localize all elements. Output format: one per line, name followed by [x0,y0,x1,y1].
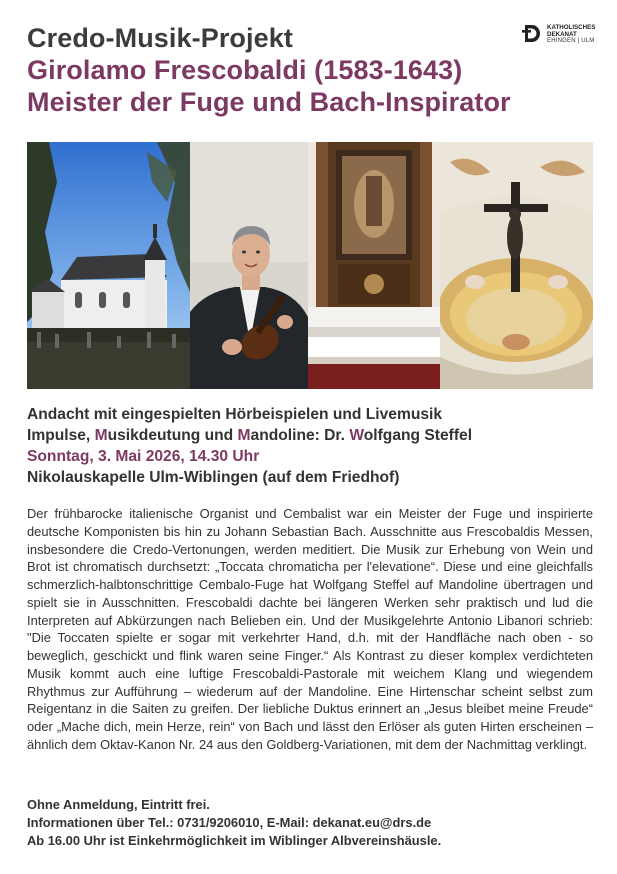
subtitle: Meister der Fuge und Bach-Inspirator [27,87,511,117]
altar-photo [308,142,440,389]
logo-text-katholisches: KATHOLISCHES [547,24,596,31]
after-event-note: Ab 16.00 Uhr ist Einkehrmöglichkeit im Wiblinger Albvereinshäusle. [27,833,442,848]
chapel-photo [27,142,190,389]
composer-title: Girolamo Frescobaldi (1583-1643) [27,55,463,85]
musician-photo [190,142,308,389]
logo-text-dekanat: DEKANAT [547,31,577,38]
event-type: Andacht mit eingespielten Hörbeispielen und Livemusik [27,406,443,423]
event-details [27,404,472,488]
dekanat-logo-icon [521,22,543,44]
admission-note: Ohne Anmeldung, Eintritt frei. [27,797,210,812]
footer-info [27,796,441,850]
event-speaker: Impulse, Musikdeutung und Mandoline: Dr. Wolfgang Steffel [27,427,473,444]
contact-info: Informationen über Tel.: 0731/9206010, E-Mail: dekanat.eu@drs.de [27,815,432,830]
event-date: Sonntag, 3. Mai 2026, 14.30 Uhr [27,448,260,465]
project-title: Credo-Musik-Projekt [27,23,293,53]
event-location: Nikolauskapelle Ulm-Wiblingen (auf dem Friedhof) [27,469,400,486]
description-paragraph: Der frühbarocke italienische Organist und Cembalist war ein Meister der Fuge und inspirierte deutsche Komponisten bis hin zu Johann Sebastian Bach. Ausschnitte aus Frescobaldis Messen, insbesondere die Credo-Vertonungen, werden meditiert. Die Musik zur Erhebung von Wein und Brot ist chromatisch durchsetzt: „Toccata chromaticha per l'elevatione“. Diese und eine gleichfalls schmerzlich-halbtonschrittige Cembalo-Fuge hat Wolfgang Steffel auf Mandoline übertragen und spielt sie in Ausschnitten. Frescobaldi dachte bei längeren Werken sehr praktisch und lud die Interpreten auf Abkürzungen nach Belieben ein. Und der Musikgelehrte Antonio Libanori schrieb: "Die Toccaten spielte er sogar mit verkehrter Hand, d.h. mit der Handfläche nach oben - so beweglich, geschickt und flink waren seine Finger.“ Als Kontrast zu dieser komplex verdichteten Musik kommt auch eine luftige Frescobaldi-Pastorale mit weichem Klang und wiegendem Rhythmus zur Aufführung – wiederum auf der Mandoline. Eine Hirtenschar scheint selbst zum Reigentanz in die Saiten zu greifen. Der liebliche Duktus erinnert an „Jesus bleibet meine Freude“ oder „Mache dich, mein Herze, rein“ von Bach und lässt den Erlöser als guten Hirten erscheinen – ähnlich dem Oktav-Kanon Nr. 24 aus den Goldberg-Variationen, mit dem der Nachmittag verklingt. [27,506,593,752]
dekanat-logo [521,22,601,52]
title-block [27,22,511,118]
crucifix-photo [440,142,593,389]
logo-text-location: EHINGEN | ULM [547,38,595,44]
